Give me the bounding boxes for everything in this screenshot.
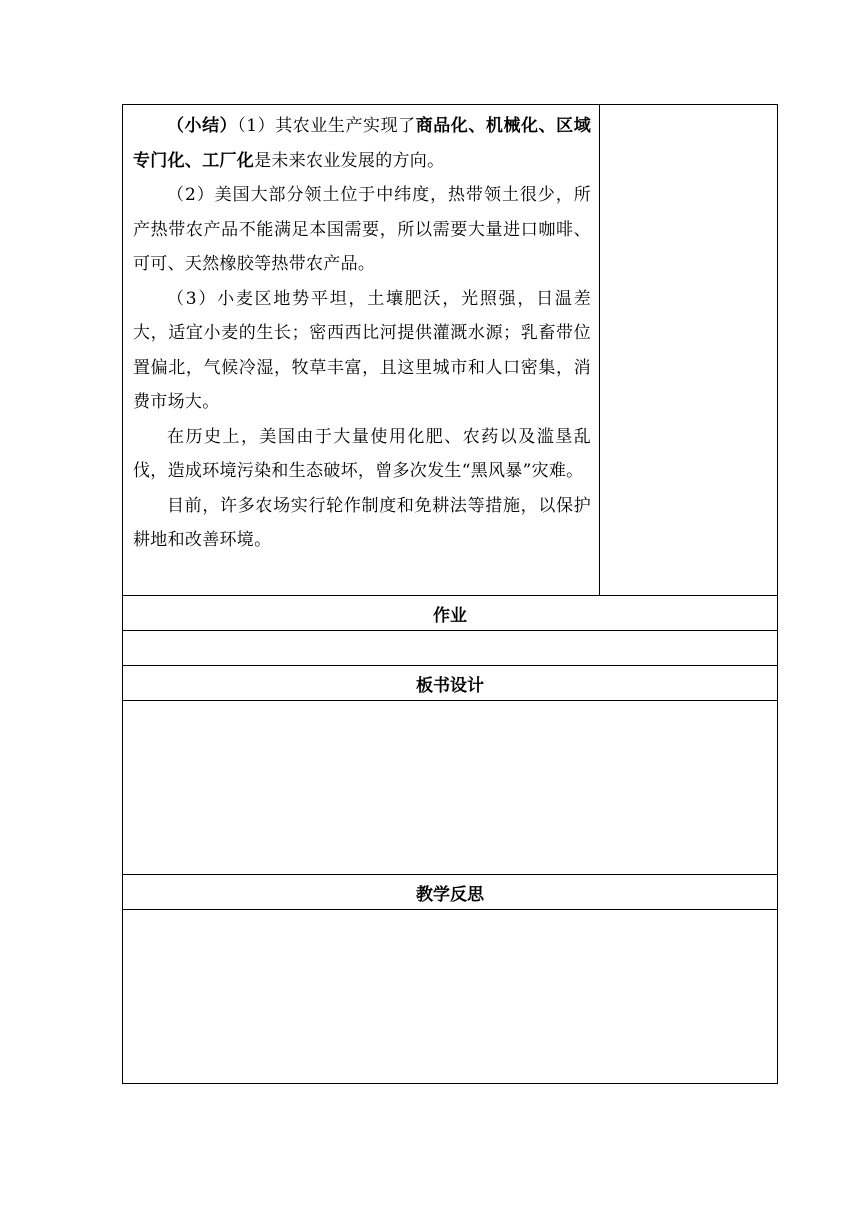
summary-cell [123,105,600,596]
lesson-plan-table [122,104,778,1084]
reflection-header-row [123,875,778,910]
summary-paragraph-3: （3）小麦区地势平坦，土壤肥沃，光照强，日温差大，适宜小麦的生长；密西西比河提供灌溉水源；乳畜带位置偏北，气候冷湿，牧草丰富，且这里城市和人口密集，消费市场大。 [133,288,591,412]
summary-text-post: 是未来农业发展的方向。 [254,150,445,171]
reflection-body-row [123,910,778,1084]
summary-paragraph-4: 在历史上，美国由于大量使用化肥、农药以及滥垦乱伐，造成环境污染和生态破坏，曾多次发生“黑风暴”灾难。 [133,426,591,481]
homework-cell [123,631,778,666]
summary-paragraph-5: 目前，许多农场实行轮作制度和免耕法等措施，以保护耕地和改善环境。 [133,495,591,550]
summary-paragraph-2: （2）美国大部分领土位于中纬度，热带领土很少，所产热带农产品不能满足本国需要，所以需要大量进口咖啡、可可、天然橡胶等热带农产品。 [133,185,591,274]
reflection-heading: 教学反思 [123,875,778,910]
summary-text-pre: （1）其农业生产实现了 [237,116,416,136]
summary-paragraph-1 [133,109,591,178]
homework-heading: 作业 [123,596,778,631]
homework-header-row [123,596,778,631]
board-design-cell [123,701,778,875]
board-design-heading: 板书设计 [123,666,778,701]
reflection-cell [123,910,778,1084]
side-notes-cell [600,105,778,596]
board-design-header-row [123,666,778,701]
summary-label: （小结） [167,116,238,136]
homework-body-row [123,631,778,666]
board-design-body-row [123,701,778,875]
content-row [123,105,778,596]
summary-keywords: 商品化、机械化、区域专门化、工厂化 [133,116,592,171]
